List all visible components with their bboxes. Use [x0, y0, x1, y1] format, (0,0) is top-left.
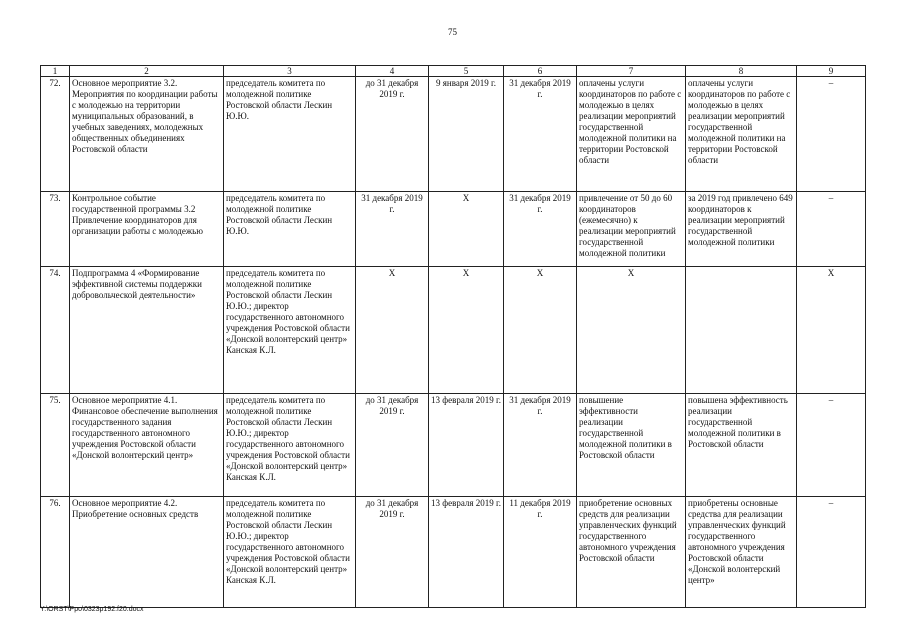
responsible-person: председатель комитета по молодежной политике Ростовской области Лескин Ю.Ю.; директор государственного автономного учреждения Ростовской области «Донской волонтерский центр» Канская К.Л.	[224, 497, 356, 608]
planned-result: приобретение основных средств для реализации управленческих функций государственного автономного учреждения Ростовской области	[577, 497, 686, 608]
header-cell: 8	[686, 66, 797, 77]
header-row	[41, 66, 866, 77]
planned-result: привлечение от 50 до 60 координаторов (ежемесячно) к реализации мероприятий государственной молодежной политики	[577, 192, 686, 267]
responsible-person: председатель комитета по молодежной политике Ростовской области Лескин Ю.Ю.; директор государственного автономного учреждения Ростовской области «Донской волонтерский центр» Канская К.Л.	[224, 394, 356, 497]
event-name: Основное мероприятие 4.2. Приобретение основных средств	[70, 497, 224, 608]
header-cell: 7	[577, 66, 686, 77]
header-cell: 5	[429, 66, 504, 77]
row-number: 73.	[41, 192, 70, 267]
planned-result: Х	[577, 267, 686, 394]
planned-result: оплачены услуги координаторов по работе с молодежью в целях реализации мероприятий государственной молодежной политики на территории Ростовской области	[577, 77, 686, 192]
actual-start-date: 13 февраля 2019 г.	[429, 394, 504, 497]
actual-end-date: Х	[504, 267, 577, 394]
header-cell: 2	[70, 66, 224, 77]
actual-start-date: 9 января 2019 г.	[429, 77, 504, 192]
actual-end-date: 31 декабря 2019 г.	[504, 192, 577, 267]
header-cell: 3	[224, 66, 356, 77]
deviation-reason: Х	[797, 267, 866, 394]
actual-result	[686, 267, 797, 394]
header-cell: 6	[504, 66, 577, 77]
deviation-reason: –	[797, 77, 866, 192]
row-number: 75.	[41, 394, 70, 497]
deviation-reason: –	[797, 192, 866, 267]
deviation-reason: –	[797, 394, 866, 497]
responsible-person: председатель комитета по молодежной политике Ростовской области Лескин Ю.Ю.; директор государственного автономного учреждения Ростовской области «Донской волонтерский центр» Канская К.Л.	[224, 267, 356, 394]
row-number: 72.	[41, 77, 70, 192]
page-number: 75	[448, 27, 457, 37]
row-number: 76.	[41, 497, 70, 608]
table-row	[41, 267, 866, 394]
header-cell: 1	[41, 66, 70, 77]
event-name: Основное мероприятие 3.2. Мероприятия по координации работы с молодежью на территории муниципальных образований, в учебных заведениях, молодежных общественных объединениях Ростовской области	[70, 77, 224, 192]
table-row	[41, 394, 866, 497]
actual-result: за 2019 год привлечено 649 координаторов к реализации мероприятий государственной молодежной политики	[686, 192, 797, 267]
actual-end-date: 31 декабря 2019 г.	[504, 394, 577, 497]
actual-end-date: 11 декабря 2019 г.	[504, 497, 577, 608]
document-file-path: Y:\ORST\Ppo\0323p192.f20.docx	[40, 606, 144, 613]
actual-start-date: Х	[429, 267, 504, 394]
actual-start-date: Х	[429, 192, 504, 267]
implementation-plan-table	[40, 65, 866, 608]
event-name: Подпрограмма 4 «Формирование эффективной системы поддержки добровольческой деятельности»	[70, 267, 224, 394]
event-name: Контрольное событие государственной программы 3.2 Привлечение координаторов для организации работы с молодежью	[70, 192, 224, 267]
actual-result: повышена эффективность реализации государственной молодежной политики в Ростовской области	[686, 394, 797, 497]
header-cell: 4	[356, 66, 429, 77]
event-name: Основное мероприятие 4.1. Финансовое обеспечение выполнения государственного задания государственного автономного учреждения Ростовской области «Донской волонтерский центр»	[70, 394, 224, 497]
planned-date: до 31 декабря 2019 г.	[356, 497, 429, 608]
planned-date: 31 декабря 2019 г.	[356, 192, 429, 267]
planned-date: Х	[356, 267, 429, 394]
planned-result: повышение эффективности реализации государственной молодежной политики в Ростовской области	[577, 394, 686, 497]
table-row	[41, 192, 866, 267]
deviation-reason: –	[797, 497, 866, 608]
table-row	[41, 497, 866, 608]
header-cell: 9	[797, 66, 866, 77]
actual-result: оплачены услуги координаторов по работе с молодежью в целях реализации мероприятий государственной молодежной политики на территории Ростовской области	[686, 77, 797, 192]
planned-date: до 31 декабря 2019 г.	[356, 394, 429, 497]
planned-date: до 31 декабря 2019 г.	[356, 77, 429, 192]
table-row	[41, 77, 866, 192]
responsible-person: председатель комитета по молодежной политике Ростовской области Лескин Ю.Ю.	[224, 192, 356, 267]
row-number: 74.	[41, 267, 70, 394]
actual-start-date: 13 февраля 2019 г.	[429, 497, 504, 608]
actual-end-date: 31 декабря 2019 г.	[504, 77, 577, 192]
actual-result: приобретены основные средства для реализации управленческих функций государственного автономного учреждения Ростовской области «Донской волонтерский центр»	[686, 497, 797, 608]
responsible-person: председатель комитета по молодежной политике Ростовской области Лескин Ю.Ю.	[224, 77, 356, 192]
